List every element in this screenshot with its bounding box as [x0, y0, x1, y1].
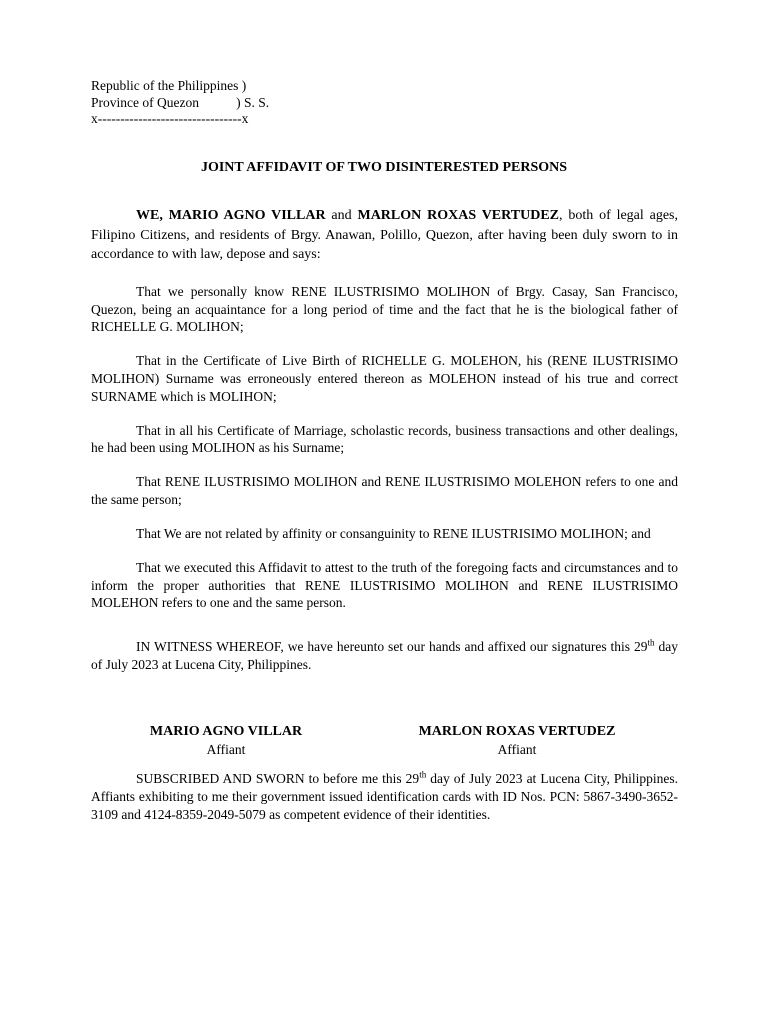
intro-lead: WE, — [136, 208, 169, 223]
witness-ordinal: th — [647, 637, 655, 648]
signature-block — [91, 723, 678, 759]
paragraph-records: That in all his Certificate of Marriage, scholastic records, business transactions and other dealings, he had been using MOLIHON as his Surname; — [91, 422, 678, 456]
intro-and: and — [325, 208, 358, 223]
affidavit-body — [91, 206, 678, 690]
signature-role: Affiant — [497, 742, 537, 758]
caption-divider: x--------------------------------x — [91, 111, 249, 126]
paragraph-same-person: That RENE ILUSTRISIMO MOLIHON and RENE ILUSTRISIMO MOLEHON refers to one and the same person; — [91, 474, 678, 508]
witness-text-before: IN WITNESS WHEREOF, we have hereunto set our hands and affixed our signatures this 29 — [136, 639, 648, 655]
jurat-text-before: SUBSCRIBED AND SWORN to before me this 29 — [136, 771, 420, 786]
jurat-text-after: day of July 2023 at Lucena City, Philippines. Affiants exhibiting to me their government issued identification cards with ID Nos. PCN: 5867-3490-3652-3109 and 4124-8359-2049-5079 as competent evidence of their identities. — [91, 771, 678, 822]
witness-clause — [91, 638, 678, 674]
intro-rest: , both of legal ages, Filipino Citizens, and residents of Brgy. Anawan, Polillo, Quezon, after having been duly sworn to in accordance to with law, depose and says: — [91, 208, 679, 263]
paragraph-purpose: That we executed this Affidavit to attest to the truth of the foregoing facts and circumstances and to inform the proper authorities that RENE ILUSTRISIMO MOLIHON and RENE ILUSTRISIMO MOLEHON refers to one and the same person. — [91, 559, 678, 611]
signature-left — [136, 723, 316, 759]
paragraph-acquaintance: That we personally know RENE ILUSTRISIMO MOLIHON of Brgy. Casay, San Francisco, Quezon, being an acquaintance for a long period of time and the fact that he is the biological father of RICHELLE G. MOLIHON; — [91, 283, 678, 335]
document-title: JOINT AFFIDAVIT OF TWO DISINTERESTED PERSONS — [200, 160, 568, 175]
signature-name: MARLON ROXAS VERTUDEZ — [418, 724, 616, 739]
venue-caption — [91, 78, 269, 128]
caption-province: Province of Quezon ) S. S. — [91, 94, 270, 110]
intro-paragraph — [91, 206, 678, 265]
paragraph-birth-certificate: That in the Certificate of Live Birth of RICHELLE G. MOLEHON, his (RENE ILUSTRISIMO MOLIHON) Surname was erroneously entered thereon as MOLEHON instead of his true and correct SURNAME which is MOLIHON; — [91, 353, 678, 404]
caption-republic: Republic of the Philippines ) — [91, 78, 247, 93]
jurat-paragraph — [91, 770, 678, 823]
witness-text-after: day of July 2023 at Lucena City, Philippines. — [91, 639, 678, 672]
signature-right — [402, 723, 632, 759]
affiant1-name: MARIO AGNO VILLAR — [168, 208, 326, 223]
jurat-ordinal: th — [419, 769, 427, 780]
signature-name: MARIO AGNO VILLAR — [149, 724, 303, 739]
affiant2-name: MARLON ROXAS VERTUDEZ — [357, 208, 559, 223]
signature-role: Affiant — [206, 742, 246, 758]
paragraph-not-related: That We are not related by affinity or consanguinity to RENE ILUSTRISIMO MOLIHON; and — [136, 525, 651, 541]
